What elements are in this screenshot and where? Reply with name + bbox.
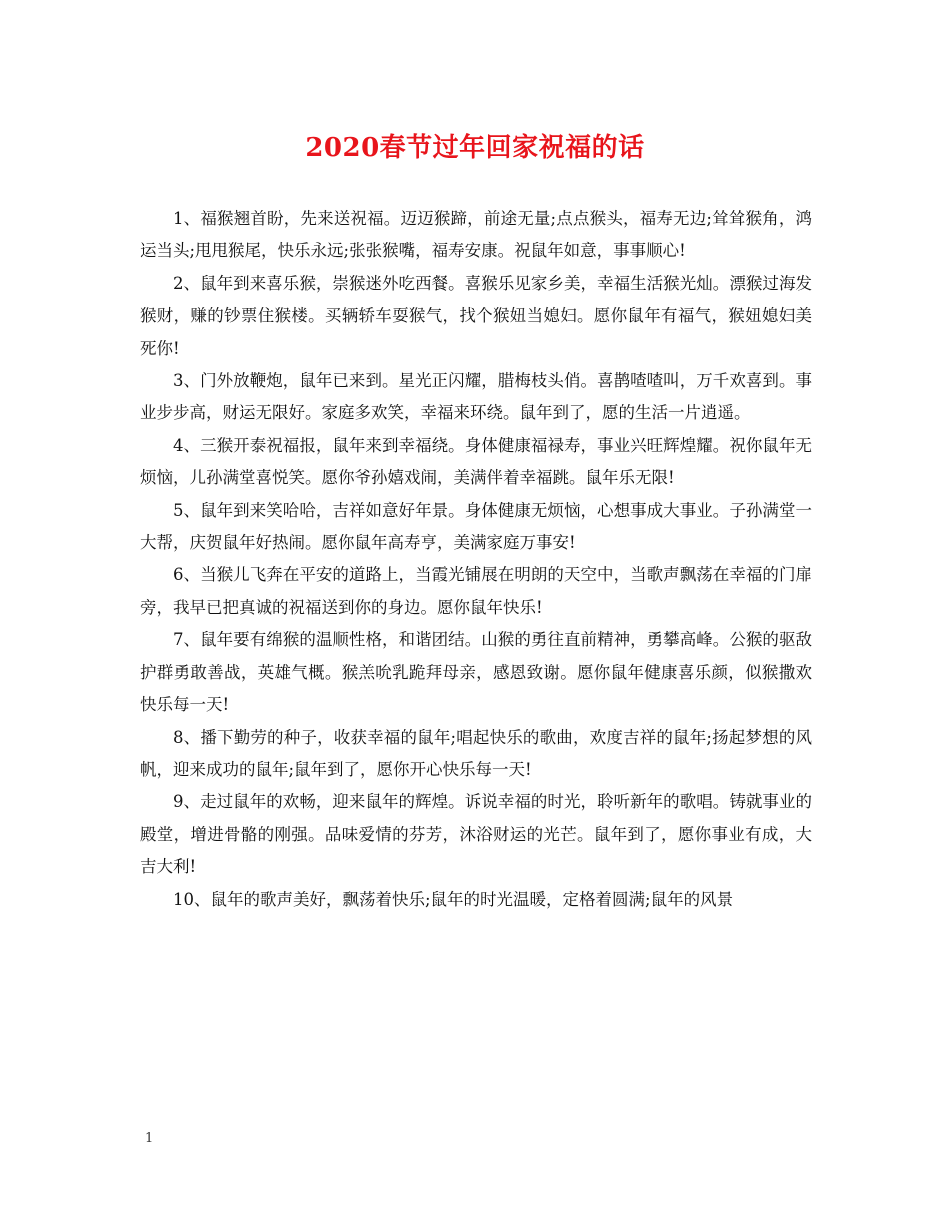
paragraph-8: 8、播下勤劳的种子，收获幸福的鼠年;唱起快乐的歌曲，欢度吉祥的鼠年;扬起梦想的风帆，迎来成功的鼠年;鼠年到了，愿你开心快乐每一天! <box>140 727 812 779</box>
paragraph-5: 5、鼠年到来笑哈哈，吉祥如意好年景。身体健康无烦恼，心想事成大事业。子孙满堂一大帮，庆贺鼠年好热闹。愿你鼠年高寿亨，美满家庭万事安! <box>140 500 812 553</box>
paragraph-2: 2、鼠年到来喜乐猴，崇猴迷外吃西餐。喜猴乐见家乡美，幸福生活猴光灿。漂猴过海发猴财，赚的钞票住猴楼。买辆轿车耍猴气，找个猴妞当媳妇。愿你鼠年有福气，猴妞媳妇美死你! <box>140 273 812 358</box>
paragraph-1: 1、福猴翘首盼，先来送祝福。迈迈猴蹄，前途无量;点点猴头，福寿无边;耸耸猴角，鸿运当头;甩甩猴尾，快乐永远;张张猴嘴，福寿安康。祝鼠年如意，事事顺心! <box>140 209 812 261</box>
paragraph-3: 3、门外放鞭炮，鼠年已来到。星光正闪耀，腊梅枝头俏。喜鹊喳喳叫，万千欢喜到。事业步步高，财运无限好。家庭多欢笑，幸福来环绕。鼠年到了，愿的生活一片逍遥。 <box>140 371 812 423</box>
paragraph-9: 9、走过鼠年的欢畅，迎来鼠年的辉煌。诉说幸福的时光，聆听新年的歌唱。铸就事业的殿堂，增进骨骼的刚强。品味爱情的芬芳，沐浴财运的光芒。鼠年到了，愿你事业有成，大吉大利! <box>140 792 812 877</box>
paragraph-10: 10、鼠年的歌声美好，飘荡着快乐;鼠年的时光温暖，定格着圆满;鼠年的风景 <box>173 889 734 909</box>
paragraph-6: 6、当猴儿飞奔在平安的道路上，当霞光铺展在明朗的天空中，当歌声飘荡在幸福的门扉旁，我早已把真诚的祝福送到你的身边。愿你鼠年快乐! <box>140 565 812 617</box>
page-number: 1 <box>145 1131 154 1146</box>
document-body <box>140 203 812 916</box>
paragraph-7: 7、鼠年要有绵猴的温顺性格，和谐团结。山猴的勇往直前精神，勇攀高峰。公猴的驱敌护群勇敢善战，英雄气概。猴羔吮乳跪拜母亲，感恩致谢。愿你鼠年健康喜乐颜，似猴撒欢快乐每一天! <box>140 630 812 715</box>
paragraph-4: 4、三猴开泰祝福报，鼠年来到幸福绕。身体健康福禄寿，事业兴旺辉煌耀。祝你鼠年无烦恼，儿孙满堂喜悦笑。愿你爷孙嬉戏闹，美满伴着幸福跳。鼠年乐无限! <box>140 435 812 488</box>
document-title: 2020春节过年回家祝福的话 <box>305 133 645 163</box>
